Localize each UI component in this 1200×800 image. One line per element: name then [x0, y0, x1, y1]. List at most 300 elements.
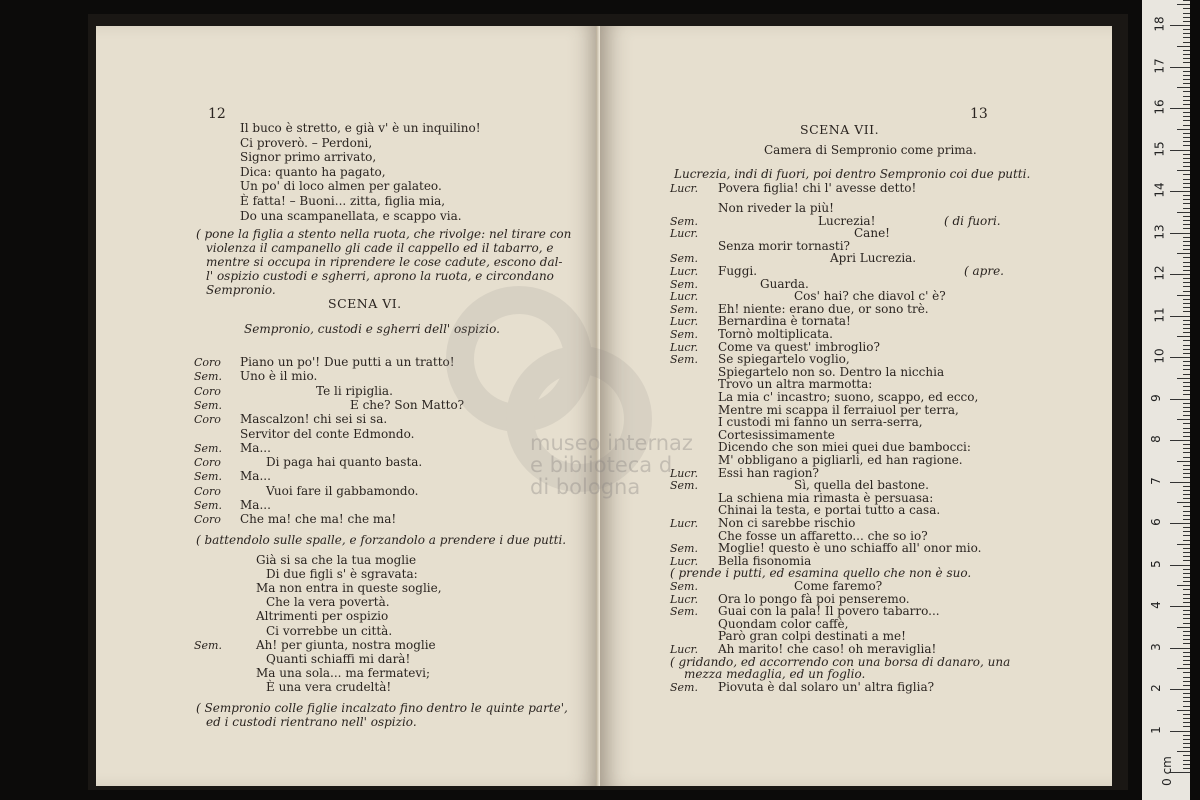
ruler-tick	[1170, 150, 1190, 151]
ruler-tick	[1183, 158, 1190, 159]
ruler-tick	[1183, 179, 1190, 180]
dialogue-line: E che? Son Matto?	[350, 397, 465, 412]
ruler-label: 5	[1148, 559, 1163, 568]
ruler-tick	[1183, 154, 1190, 155]
ruler-tick	[1170, 25, 1190, 26]
ruler-tick	[1170, 108, 1190, 109]
ruler-tick	[1183, 535, 1190, 536]
verse-line: Signor primo arrivato,	[240, 150, 377, 165]
dialogue-line: La mia c' incastro; suono, scappo, ed ecco,	[718, 390, 979, 404]
ruler-tick	[1183, 299, 1190, 300]
ruler-tick	[1183, 540, 1190, 541]
ruler-tick	[1183, 133, 1190, 134]
ruler-tick	[1170, 357, 1190, 358]
dialogue-line: Parò gran colpi destinati a me!	[718, 629, 906, 644]
ruler-tick	[1183, 365, 1190, 366]
dialogue-line: Lucrezia!	[818, 213, 876, 228]
ruler-tick	[1183, 100, 1190, 101]
ruler-tick	[1183, 423, 1190, 424]
dialogue-line: Bernardina è tornata!	[718, 314, 851, 329]
dialogue-line: Quondam color caffè,	[718, 616, 849, 631]
speaker-name: Coro	[194, 384, 221, 398]
dialogue-line: Ma...	[240, 498, 271, 512]
ruler-tick	[1177, 585, 1190, 586]
right-page	[600, 26, 1112, 786]
speaker-name: Lucr.	[670, 643, 699, 656]
ruler-tick	[1183, 726, 1190, 727]
ruler-tick	[1183, 241, 1190, 242]
ruler-tick	[1183, 656, 1190, 657]
ruler-tick	[1183, 560, 1190, 561]
verse-line: Un po' di loco almen per galateo.	[240, 179, 442, 194]
ruler-tick	[1183, 141, 1190, 142]
ruler-tick	[1183, 548, 1190, 549]
ruler-tick	[1183, 515, 1190, 516]
ruler-tick	[1183, 37, 1190, 38]
ruler-tick	[1183, 195, 1190, 196]
ruler-tick	[1170, 67, 1190, 68]
verse-line: Ci proverò. – Perdoni,	[240, 135, 373, 150]
speaker-name: Sem.	[670, 214, 698, 228]
watermark-line: museo internaz	[530, 431, 693, 455]
ruler-tick	[1183, 573, 1190, 574]
ruler-tick	[1183, 589, 1190, 590]
speaker-name: Sem.	[670, 252, 698, 266]
ruler-label: 10	[1152, 348, 1167, 364]
ruler-tick	[1183, 145, 1190, 146]
ruler-tick	[1183, 452, 1190, 453]
scene-setting: Camera di Sempronio come prima.	[764, 143, 977, 157]
ruler-tick	[1183, 614, 1190, 615]
ruler-tick	[1183, 639, 1190, 640]
ruler-tick	[1183, 71, 1190, 72]
ruler-tick	[1183, 199, 1190, 200]
dialogue-line: Tornò moltiplicata.	[718, 327, 833, 341]
ruler-tick	[1183, 390, 1190, 391]
ruler-label: 9	[1148, 393, 1163, 402]
ruler-tick	[1183, 428, 1190, 429]
ruler-tick	[1183, 324, 1190, 325]
ruler-label: 14	[1152, 182, 1167, 198]
dialogue-line: Cos' hai? che diavol c' è?	[794, 289, 946, 304]
dialogue-line: M' obbligano a pigliarli, ed han ragione.	[718, 453, 963, 467]
dialogue-line: Sì, quella del bastone.	[794, 478, 929, 493]
dialogue-line: Se spiegartelo voglio,	[718, 352, 850, 367]
ruler-tick	[1183, 187, 1190, 188]
ruler-tick	[1183, 469, 1190, 470]
ruler-tick	[1183, 303, 1190, 304]
ruler-tick	[1183, 722, 1190, 723]
verse-line: Quanti schiaffi mi darà!	[266, 652, 411, 666]
dialogue-line: Trovo un altra marmotta:	[718, 377, 873, 392]
ruler-label: 0 cm	[1159, 756, 1174, 786]
speaker-name: Lucr.	[670, 466, 699, 480]
dialogue-line: Ma...	[240, 469, 271, 484]
speaker-name: Lucr.	[670, 592, 699, 606]
ruler-tick	[1170, 689, 1190, 690]
ruler-tick	[1183, 498, 1190, 499]
ruler-tick	[1183, 594, 1190, 595]
ruler-tick	[1183, 635, 1190, 636]
ruler-tick	[1183, 224, 1190, 225]
ruler-tick	[1183, 58, 1190, 59]
ruler-tick	[1183, 552, 1190, 553]
speaker-name: Sem.	[194, 441, 222, 455]
scene-subtitle: Sempronio, custodi e sgherri dell' ospizio.	[244, 322, 500, 336]
dialogue-line: Chinai la testa, e portai tutto a casa.	[718, 503, 941, 518]
ruler-tick	[1183, 361, 1190, 362]
ruler-label: 4	[1148, 601, 1163, 609]
dialogue-line: Ma...	[240, 440, 271, 455]
ruler-tick	[1183, 228, 1190, 229]
speaker-name: Sem.	[670, 353, 698, 367]
dialogue-line: Piano un po'! Due putti a un tratto!	[240, 355, 455, 369]
ruler-tick	[1183, 701, 1190, 702]
dialogue-line: Fuggi.	[718, 264, 758, 278]
ruler-tick	[1183, 519, 1190, 520]
page-number-left: 12	[208, 106, 226, 122]
ruler-tick	[1170, 399, 1190, 400]
ruler-label: 13	[1152, 223, 1167, 240]
ruler-tick	[1177, 336, 1190, 337]
ruler-tick	[1183, 286, 1190, 287]
ruler-tick	[1183, 116, 1190, 117]
ruler-tick	[1183, 486, 1190, 487]
ruler-tick	[1183, 697, 1190, 698]
speaker-name: Coro	[194, 484, 221, 498]
ruler-tick	[1183, 457, 1190, 458]
ruler-tick	[1183, 494, 1190, 495]
stage-direction: ed i custodi rientrano nell' ospizio.	[206, 714, 417, 729]
ruler-tick	[1183, 403, 1190, 404]
ruler-tick	[1183, 282, 1190, 283]
dialogue-line: Ah marito! che caso! oh meraviglia!	[718, 642, 937, 656]
ruler-tick	[1177, 212, 1190, 213]
ruler-tick	[1183, 386, 1190, 387]
dialogue-line: Come faremo?	[794, 579, 883, 593]
speaker-name: Lucr.	[670, 315, 699, 329]
ruler-tick	[1170, 233, 1190, 234]
ruler-tick	[1183, 13, 1190, 14]
ruler-label: 18	[1152, 16, 1167, 32]
dialogue-line: Non ci sarebbe rischio	[718, 516, 856, 530]
speaker-name: Coro	[194, 356, 221, 369]
ruler-tick	[1177, 668, 1190, 669]
speaker-name: Lucr.	[670, 182, 699, 195]
ruler-tick	[1183, 598, 1190, 599]
ruler-tick	[1183, 270, 1190, 271]
ruler-tick	[1177, 4, 1190, 5]
speaker-name: Sem.	[194, 370, 222, 384]
ruler-tick	[1183, 345, 1190, 346]
ruler-tick	[1177, 46, 1190, 47]
ruler-tick	[1183, 693, 1190, 694]
ruler-tick	[1183, 760, 1190, 761]
dialogue-line: Cortesissimamente	[718, 427, 835, 442]
ruler-tick	[1183, 249, 1190, 250]
ruler-tick	[1183, 764, 1190, 765]
dialogue-line: Eh! niente: erano due, or sono trè.	[718, 301, 929, 316]
ruler-tick	[1170, 731, 1190, 732]
ruler-tick	[1183, 332, 1190, 333]
ruler-tick	[1183, 527, 1190, 528]
watermark-text	[530, 432, 693, 498]
ruler-tick	[1183, 490, 1190, 491]
ruler-label: 15	[1152, 140, 1167, 157]
ruler-tick	[1183, 17, 1190, 18]
stage-aside: ( di fuori.	[944, 213, 1001, 228]
ruler-label: 12	[1152, 265, 1167, 281]
ruler-tick	[1177, 253, 1190, 254]
ruler-tick	[1177, 710, 1190, 711]
ruler-tick	[1183, 531, 1190, 532]
ruler-tick	[1183, 444, 1190, 445]
ruler-label: 1	[1148, 725, 1163, 734]
ruler-tick	[1183, 216, 1190, 217]
measuring-ruler	[1142, 0, 1190, 800]
dialogue-line: Te li ripiglia.	[316, 383, 393, 398]
dialogue-line: Guarda.	[760, 276, 809, 291]
ruler-tick	[1183, 436, 1190, 437]
ruler-tick	[1183, 266, 1190, 267]
speaker-name: Sem.	[194, 499, 222, 512]
ruler-label: 3	[1148, 642, 1163, 651]
speaker-name: Lucr.	[670, 554, 699, 568]
ruler-tick	[1183, 83, 1190, 84]
ruler-tick	[1183, 112, 1190, 113]
ruler-tick	[1183, 382, 1190, 383]
ruler-tick	[1183, 511, 1190, 512]
speaker-name: Lucr.	[670, 517, 699, 530]
ruler-tick	[1183, 257, 1190, 258]
ruler-tick	[1183, 374, 1190, 375]
ruler-tick	[1183, 245, 1190, 246]
ruler-tick	[1183, 643, 1190, 644]
ruler-tick	[1183, 664, 1190, 665]
ruler-tick	[1170, 606, 1190, 607]
ruler-tick	[1183, 506, 1190, 507]
stage-direction: Sempronio.	[206, 283, 276, 298]
ruler-tick	[1183, 569, 1190, 570]
dialogue-line: Essi han ragion?	[718, 465, 819, 480]
dialogue-line: Vuoi fare il gabbamondo.	[266, 483, 419, 498]
speaker-name: Lucr.	[670, 290, 699, 304]
ruler-tick	[1183, 735, 1190, 736]
left-page	[96, 26, 598, 786]
ruler-label: 7	[1148, 476, 1163, 485]
speaker-name: Sem.	[670, 605, 698, 619]
stage-direction: ( Sempronio colle figlie incalzato fino dentro le quinte parte',	[196, 700, 568, 715]
speaker-name: Lucr.	[670, 265, 699, 278]
ruler-tick	[1183, 21, 1190, 22]
dialogue-line: Senza morir tornasti?	[718, 238, 850, 253]
stage-direction: Lucrezia, indi di fuori, poi dentro Sempronio coi due putti.	[674, 167, 1031, 181]
dialogue-line: Servitor del conte Edmondo.	[240, 426, 415, 441]
verse-line: Ma non entra in queste soglie,	[256, 581, 442, 595]
dialogue-line: Ora lo pongo fà poi penseremo.	[718, 591, 910, 606]
ruler-tick	[1183, 96, 1190, 97]
speaker-name: Coro	[194, 456, 221, 470]
ruler-tick	[1183, 660, 1190, 661]
speaker-name: Sem.	[670, 479, 698, 493]
ruler-tick	[1177, 378, 1190, 379]
ruler-tick	[1183, 237, 1190, 238]
dialogue-line: Guai con la pala! Il povero tabarro...	[718, 604, 940, 619]
ruler-label: 2	[1148, 684, 1163, 692]
verse-line: Ci vorrebbe un città.	[266, 623, 393, 638]
dialogue-line: Bella fisonomia	[718, 553, 812, 568]
ruler-tick	[1183, 311, 1190, 312]
speaker-name: Sem.	[670, 680, 698, 694]
ruler-tick	[1183, 743, 1190, 744]
speaker-name: Sem.	[670, 580, 698, 593]
ruler-tick	[1170, 274, 1190, 275]
ruler-tick	[1177, 544, 1190, 545]
stage-direction: l' ospizio custodi e sgherri, aprono la ruota, e circondano	[206, 269, 554, 284]
speaker-name: Sem.	[670, 277, 698, 291]
speaker-name: Sem.	[194, 470, 222, 484]
dialogue-line: Che fosse un affaretto... che so io?	[718, 528, 928, 543]
ruler-label: 16	[1152, 99, 1167, 115]
speaker-name: Sem.	[194, 638, 222, 652]
ruler-tick	[1183, 755, 1190, 756]
page-number-right: 13	[970, 106, 988, 122]
dialogue-line: Non riveder la più!	[718, 201, 834, 215]
speaker-name: Coro	[194, 513, 221, 527]
stage-direction: ( gridando, ed accorrendo con una borsa di danaro, una	[670, 654, 1011, 669]
ruler-tick	[1183, 183, 1190, 184]
dialogue-line: Uno è il mio.	[240, 369, 318, 384]
ruler-tick	[1183, 473, 1190, 474]
ruler-tick	[1183, 174, 1190, 175]
ruler-tick	[1183, 307, 1190, 308]
dialogue-line: Dicendo che son miei quei due bambocci:	[718, 440, 971, 455]
dialogue-line: Povera figlia! chi l' avesse detto!	[718, 181, 917, 195]
ruler-tick	[1183, 62, 1190, 63]
stage-direction: mentre si occupa in riprendere le cose cadute, escono dal-	[206, 255, 563, 270]
ruler-tick	[1183, 714, 1190, 715]
scene-title: SCENA VII.	[800, 122, 880, 137]
ruler-tick	[1183, 42, 1190, 43]
speaker-name: Sem.	[670, 328, 698, 341]
watermark-line: e biblioteca d	[530, 453, 673, 477]
stage-direction: violenza il campanello gli cade il cappello ed il tabarro, e	[206, 241, 554, 256]
ruler-label: 11	[1152, 306, 1167, 323]
ruler-tick	[1183, 8, 1190, 9]
verse-line: Già si sa che la tua moglie	[256, 552, 417, 567]
ruler-tick	[1183, 652, 1190, 653]
verse-line: Altrimenti per ospizio	[256, 609, 389, 624]
ruler-tick	[1183, 618, 1190, 619]
ruler-tick	[1177, 87, 1190, 88]
ruler-tick	[1183, 166, 1190, 167]
speaker-name: Lucr.	[670, 227, 699, 241]
ruler-label: 8	[1148, 435, 1163, 443]
dialogue-line: La schiena mia rimasta è persuasa:	[718, 490, 934, 505]
ruler-tick	[1183, 278, 1190, 279]
verse-line: Do una scampanellata, e scappo via.	[240, 208, 462, 223]
speaker-name: Sem.	[194, 398, 222, 412]
ruler-tick	[1183, 577, 1190, 578]
ruler-tick	[1170, 191, 1190, 192]
ruler-tick	[1170, 565, 1190, 566]
ruler-tick	[1183, 125, 1190, 126]
ruler-tick	[1183, 369, 1190, 370]
ruler-tick	[1183, 104, 1190, 105]
ruler-tick	[1170, 316, 1190, 317]
ruler-tick	[1183, 415, 1190, 416]
ruler-tick	[1183, 581, 1190, 582]
ruler-tick	[1183, 411, 1190, 412]
ruler-tick	[1183, 602, 1190, 603]
ruler-tick	[1183, 407, 1190, 408]
ruler-tick	[1177, 461, 1190, 462]
ruler-tick	[1183, 718, 1190, 719]
dialogue-line: I custodi mi fanno un serra-serra,	[718, 415, 923, 430]
ruler-tick	[1183, 706, 1190, 707]
ruler-tick	[1183, 394, 1190, 395]
ruler-tick	[1183, 320, 1190, 321]
ruler-tick	[1183, 432, 1190, 433]
dialogue-line: Piovuta è dal solaro un' altra figlia?	[718, 679, 935, 694]
dialogue-line: Cane!	[854, 226, 890, 241]
scene-title: SCENA VI.	[328, 296, 402, 311]
verse-line: Che la vera povertà.	[266, 595, 390, 610]
dialogue-line: Come va quest' imbroglio?	[718, 339, 880, 354]
ruler-tick	[1183, 220, 1190, 221]
dialogue-line: Spiegartelo non so. Dentro la nicchia	[718, 364, 945, 379]
ruler-tick	[1183, 448, 1190, 449]
speaker-name: Coro	[194, 413, 221, 427]
ruler-tick	[1183, 29, 1190, 30]
ruler-tick	[1183, 203, 1190, 204]
dialogue-line: Moglie! questo è uno schiaffo all' onor mio.	[718, 541, 982, 556]
ruler-tick	[1177, 502, 1190, 503]
ruler-tick	[1183, 465, 1190, 466]
ruler-tick	[1183, 739, 1190, 740]
stage-direction: mezza medaglia, ed un foglio.	[684, 667, 866, 682]
ruler-tick	[1183, 340, 1190, 341]
verse-line: È fatta! – Buoni... zitta, figlia mia,	[240, 194, 446, 208]
verse-line: Ma una sola... ma fermatevi;	[256, 666, 431, 681]
ruler-tick	[1177, 419, 1190, 420]
stage-aside: ( apre.	[964, 264, 1004, 278]
speaker-name: Sem.	[670, 302, 698, 316]
verse-line: Il buco è stretto, e già v' è un inquilino!	[240, 121, 481, 135]
speaker-name: Sem.	[670, 542, 698, 556]
ruler-tick	[1183, 291, 1190, 292]
ruler-tick	[1183, 556, 1190, 557]
watermark-line: di bologna	[530, 475, 641, 499]
stage-direction: ( prende i putti, ed esamina quello che non è suo.	[670, 566, 972, 581]
verse-line: Dica: quanto ha pagato,	[240, 164, 386, 179]
dialogue-line: Mentre mi scappa il ferraiuol per terra,	[718, 402, 959, 417]
ruler-tick	[1177, 170, 1190, 171]
speaker-name: Lucr.	[670, 340, 699, 354]
ruler-tick	[1183, 137, 1190, 138]
ruler-tick	[1170, 440, 1190, 441]
ruler-tick	[1183, 353, 1190, 354]
stage-direction: ( pone la figlia a stento nella ruota, che rivolge: nel tirare con	[196, 227, 572, 242]
ruler-tick	[1183, 91, 1190, 92]
ruler-label: 17	[1152, 57, 1167, 74]
ruler-tick	[1183, 33, 1190, 34]
ruler-tick	[1183, 477, 1190, 478]
dialogue-line: Mascalzon! chi sei si sa.	[240, 412, 388, 427]
ruler-tick	[1183, 120, 1190, 121]
ruler-tick	[1183, 50, 1190, 51]
ruler-tick	[1183, 162, 1190, 163]
